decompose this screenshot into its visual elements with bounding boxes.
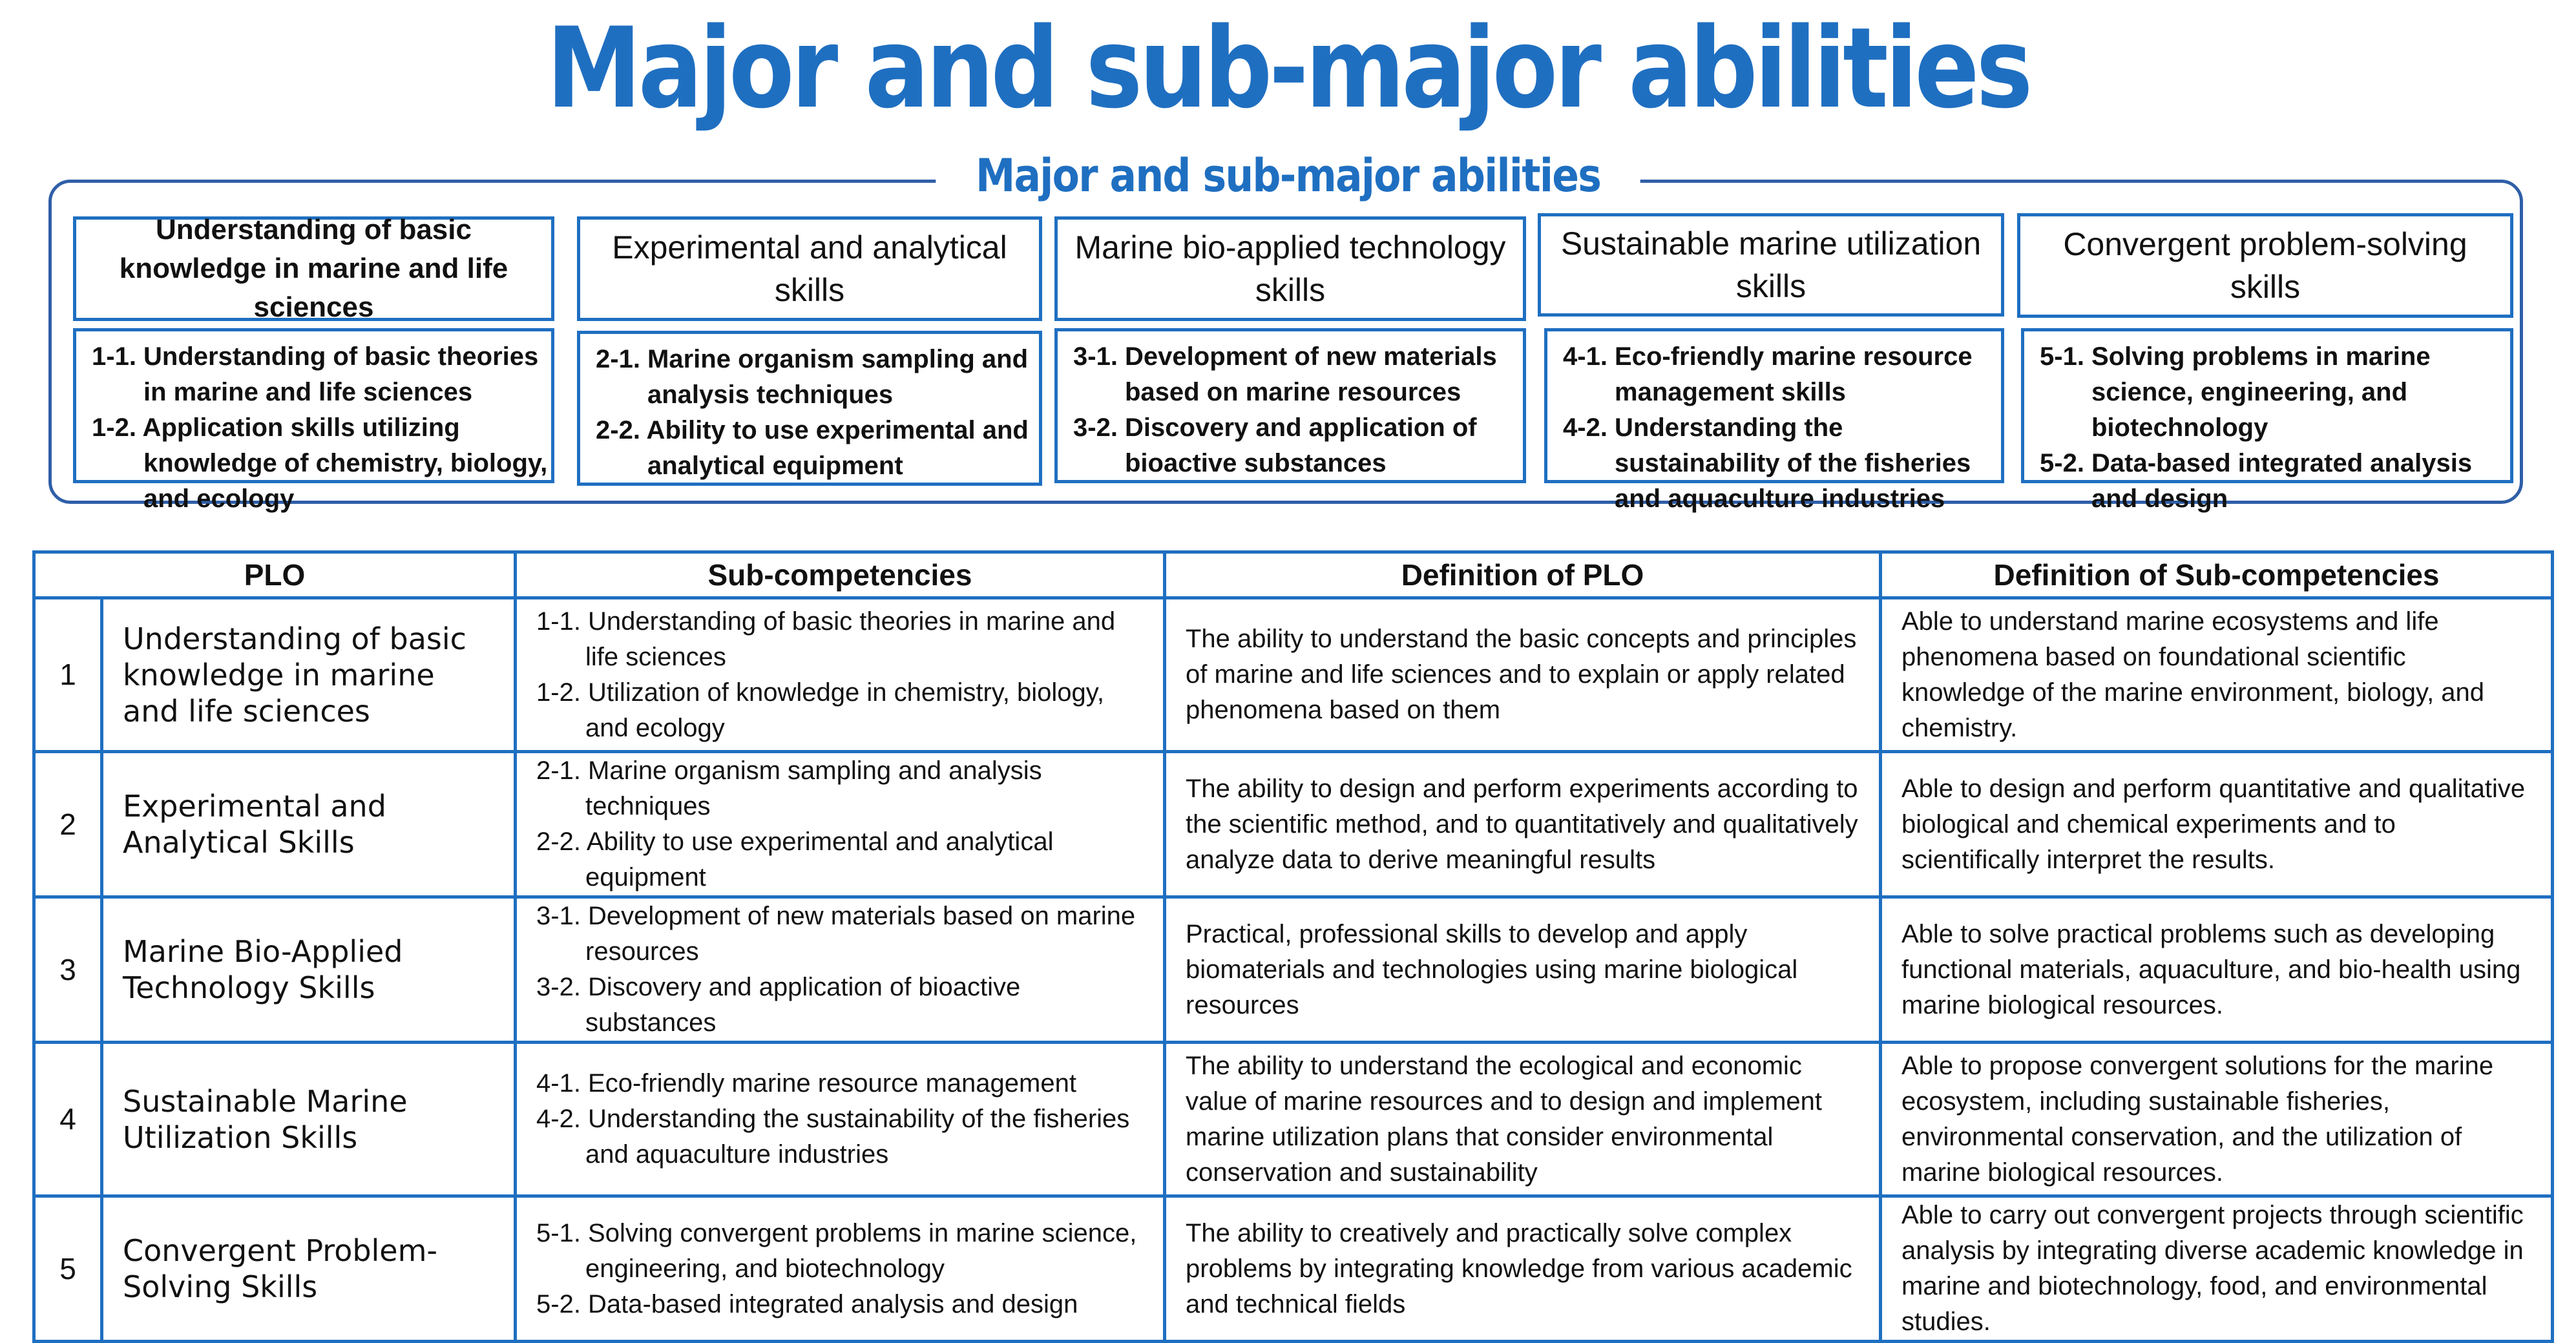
plo-definition: The ability to understand the ecological and economic value of marine resources and to design and implement marine utilization plans that consider environmental conservation and sustainability (1165, 1043, 1881, 1196)
column-header-plo-definition: Definition of PLO (1165, 552, 1881, 598)
sub-competencies-cell (516, 752, 1165, 897)
plo-table (32, 550, 2554, 1343)
ability-header-2: Experimental and analytical skills (577, 216, 1042, 321)
sub-competency: 1-1. Understanding of basic theories in marine and life sciences (536, 607, 1116, 671)
sub-competencies-cell (516, 897, 1165, 1043)
ability-header-5: Convergent problem-solving skills (2017, 213, 2513, 318)
ability-body-3 (1054, 328, 1526, 483)
ability-header-1: Understanding of basic knowledge in marine and life sciences (73, 216, 554, 321)
plo-name: Understanding of basic knowledge in marine and life sciences (102, 598, 516, 752)
table-row (34, 1196, 2553, 1342)
table-row (34, 1043, 2553, 1196)
table-header-row (34, 552, 2553, 598)
sub-competency: 4-2. Understanding the sustainability of the fisheries and aquaculture industries (536, 1105, 1130, 1169)
sub-competencies-cell (516, 1196, 1165, 1342)
sub-competency: 4-1. Eco-friendly marine resource management (536, 1069, 1076, 1098)
ability-item: 2-2. Ability to use experimental and analytical equipment (596, 416, 1029, 480)
plo-name: Convergent Problem-Solving Skills (102, 1196, 516, 1342)
sub-competency: 5-2. Data-based integrated analysis and design (536, 1289, 1078, 1318)
plo-number: 5 (34, 1196, 102, 1342)
sub-definition: Able to carry out convergent projects through scientific analysis by integrating diverse academic knowledge in marine and biotechnology, food, and environmental studies. (1881, 1196, 2553, 1342)
ability-item: 5-2. Data-based integrated analysis and design (2040, 449, 2473, 513)
sub-competency: 3-2. Discovery and application of bioactive substances (536, 973, 1021, 1037)
ability-item: 2-1. Marine organism sampling and analysis techniques (596, 345, 1029, 409)
table-row (34, 598, 2553, 752)
ability-body-2 (577, 331, 1042, 486)
ability-header-3: Marine bio-applied technology skills (1054, 216, 1526, 321)
sub-definition: Able to design and perform quantitative and qualitative biological and chemical experiments and to scientifically interpret the results. (1881, 752, 2553, 897)
ability-item: 3-2. Discovery and application of bioactive substances (1073, 413, 1477, 477)
plo-number: 2 (34, 752, 102, 897)
plo-definition: Practical, professional skills to develop and apply biomaterials and technologies using marine biological resources (1165, 897, 1881, 1043)
sub-competencies-cell (516, 1043, 1165, 1196)
sub-definition: Able to solve practical problems such as developing functional materials, aquaculture, and bio-health using marine biological resources. (1881, 897, 2553, 1043)
ability-body-4 (1544, 328, 2004, 513)
plo-number: 1 (34, 598, 102, 752)
plo-definition: The ability to creatively and practically solve complex problems by integrating knowledge from various academic and technical fields (1165, 1196, 1881, 1342)
table-row (34, 897, 2553, 1043)
ability-body-5 (2021, 328, 2513, 513)
plo-definition: The ability to design and perform experiments according to the scientific method, and to quantitatively and qualitatively analyze data to derive meaningful results (1165, 752, 1881, 897)
plo-name: Marine Bio-Applied Technology Skills (102, 897, 516, 1043)
column-header-sub-definition: Definition of Sub-competencies (1881, 552, 2553, 598)
sub-definition: Able to propose convergent solutions for the marine ecosystem, including sustainable fisheries, environmental conservation, and the utilization of marine biological resources. (1881, 1043, 2553, 1196)
sub-competency: 2-2. Ability to use experimental and analytical equipment (536, 828, 1054, 891)
ability-item: 3-1. Development of new materials based on marine resources (1073, 342, 1497, 406)
sub-competency: 5-1. Solving convergent problems in marine science, engineering, and biotechnology (536, 1218, 1137, 1283)
plo-definition: The ability to understand the basic concepts and principles of marine and life sciences and to explain or apply related phenomena based on them (1165, 598, 1881, 752)
plo-number: 4 (34, 1043, 102, 1196)
ability-item: 5-1. Solving problems in marine science, engineering, and biotechnology (2040, 342, 2431, 442)
plo-name: Sustainable Marine Utilization Skills (102, 1043, 516, 1196)
plo-number: 3 (34, 897, 102, 1043)
column-header-sub-competencies: Sub-competencies (516, 552, 1165, 598)
ability-header-4: Sustainable marine utilization skills (1538, 213, 2004, 317)
table-row (34, 752, 2553, 897)
page-title: Major and sub-major abilities (546, 3, 2030, 133)
ability-item: 1-1. Understanding of basic theories in marine and life sciences (92, 342, 539, 406)
sub-competency: 2-1. Marine organism sampling and analysis techniques (536, 756, 1042, 820)
column-header-plo: PLO (34, 552, 516, 598)
ability-item: 4-1. Eco-friendly marine resource management skills (1563, 342, 1973, 406)
plo-name: Experimental and Analytical Skills (102, 752, 516, 897)
sub-competencies-cell (516, 598, 1165, 752)
ability-item: 1-2. Application skills utilizing knowledge of chemistry, biology, and ecology (92, 413, 548, 513)
panel-title: Major and sub-major abilities (0, 143, 2576, 208)
ability-body-1 (73, 328, 554, 513)
ability-item: 4-2. Understanding the sustainability of the fisheries and aquaculture industries (1563, 413, 1971, 513)
sub-competency: 1-2. Utilization of knowledge in chemistry, biology, and ecology (536, 678, 1104, 742)
sub-definition: Able to understand marine ecosystems and life phenomena based on foundational scientific knowledge of the marine environment, biology, and chemistry. (1881, 598, 2553, 752)
sub-competency: 3-1. Development of new materials based on marine resources (536, 902, 1136, 966)
